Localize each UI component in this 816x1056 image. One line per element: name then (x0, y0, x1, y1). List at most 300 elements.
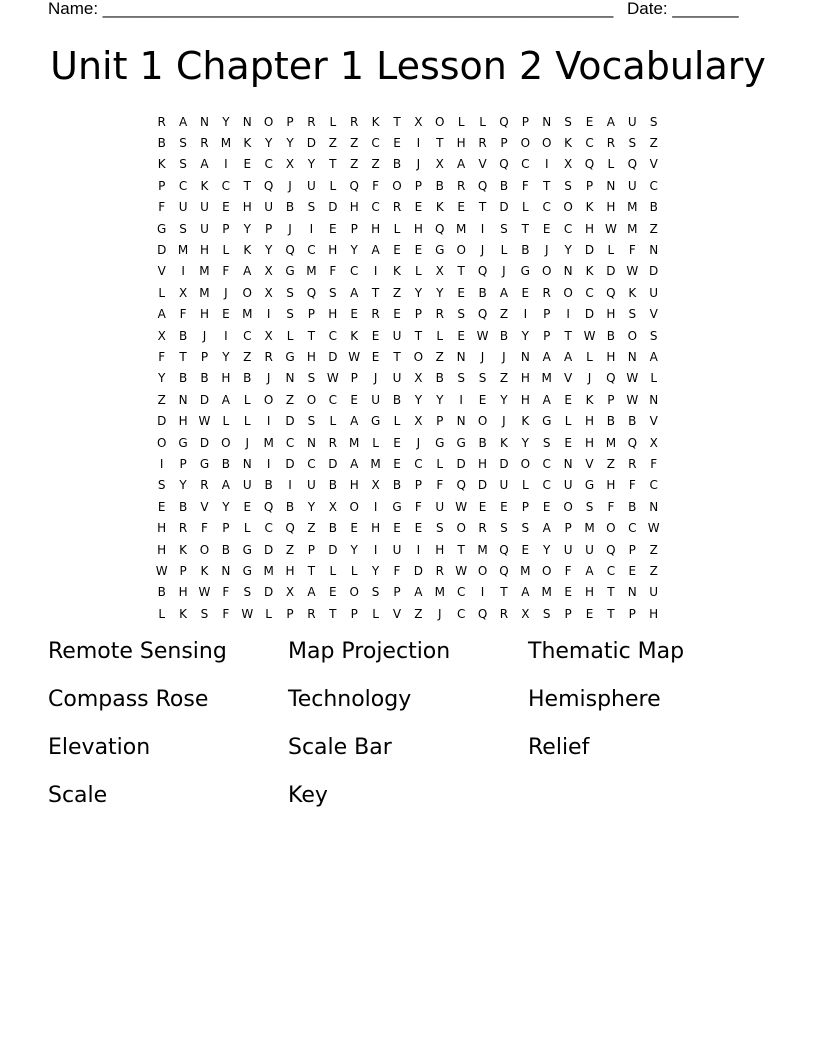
grid-letter: T (307, 563, 316, 578)
grid-letter: C (285, 435, 295, 450)
vocabulary-word: Map Projection (288, 639, 451, 664)
grid-letter: H (306, 349, 316, 364)
vocabulary-word: Thematic Map (528, 639, 685, 664)
grid-letter: Y (307, 157, 316, 172)
grid-letter: D (649, 264, 659, 279)
grid-letter: E (243, 499, 252, 514)
grid-letter: N (627, 349, 637, 364)
grid-letter: E (157, 499, 166, 514)
grid-letter: X (285, 157, 295, 172)
grid-letter: E (393, 456, 401, 471)
grid-letter: R (606, 136, 616, 151)
grid-letter: I (224, 328, 228, 343)
grid-letter: L (265, 606, 272, 621)
grid-letter: W (626, 264, 639, 279)
grid-letter: C (649, 478, 658, 493)
grid-letter: I (309, 221, 314, 236)
grid-letter: Q (499, 157, 509, 172)
grid-letter: L (329, 114, 337, 129)
grid-row (151, 475, 664, 496)
grid-letter: A (200, 157, 209, 172)
grid-letter: R (307, 606, 316, 621)
grid-letter: Q (627, 435, 638, 450)
grid-letter: Y (222, 114, 230, 129)
grid-letter: P (179, 563, 187, 578)
grid-letter: U (178, 200, 188, 215)
grid-letter: I (566, 307, 570, 322)
vocabulary-word: Scale (48, 783, 108, 808)
grid-letter: T (457, 264, 465, 279)
grid-letter: S (179, 157, 187, 172)
grid-letter: M (177, 243, 189, 258)
grid-letter: B (178, 371, 188, 386)
grid-letter: F (158, 349, 166, 364)
grid-letter: N (649, 392, 659, 407)
grid-letter: G (584, 478, 595, 493)
grid-letter: R (435, 307, 444, 322)
grid-letter: X (285, 585, 295, 600)
grid-letter: T (307, 328, 316, 343)
grid-letter: P (543, 307, 551, 322)
grid-letter: X (435, 157, 444, 172)
grid-letter: R (478, 136, 487, 151)
grid-letter: O (306, 392, 317, 407)
grid-letter: O (392, 178, 402, 193)
grid-letter: I (224, 157, 228, 172)
grid-row (151, 410, 664, 431)
grid-letter: P (286, 606, 294, 621)
grid-letter: S (243, 585, 252, 600)
grid-letter: I (266, 456, 271, 471)
grid-letter: U (435, 499, 445, 514)
grid-letter: S (371, 585, 380, 600)
name-field-label: Name: ______________________________________________________ (48, 0, 614, 18)
grid-letter: Y (158, 371, 166, 386)
grid-letter: D (157, 243, 167, 258)
grid-letter: B (521, 243, 530, 258)
grid-letter: F (393, 563, 401, 578)
grid-letter: P (628, 606, 636, 621)
grid-letter: P (307, 542, 316, 557)
grid-letter: X (414, 414, 423, 429)
grid-letter: U (392, 328, 402, 343)
grid-letter: N (221, 563, 231, 578)
grid-letter: Z (499, 307, 509, 322)
grid-letter: Z (649, 221, 658, 236)
grid-letter: O (477, 414, 488, 429)
grid-letter: B (435, 371, 444, 386)
grid-letter: U (585, 542, 594, 557)
grid-letter: M (455, 221, 467, 236)
grid-letter: L (564, 414, 572, 429)
grid-letter: P (436, 414, 444, 429)
grid-letter: E (371, 349, 380, 364)
grid-letter: X (264, 264, 273, 279)
grid-letter: N (306, 435, 316, 450)
grid-letter: P (307, 307, 316, 322)
grid-letter: B (392, 157, 402, 172)
grid-letter: C (649, 178, 658, 193)
grid-letter: R (456, 178, 466, 193)
grid-letter: W (604, 221, 617, 236)
grid-letter: Y (414, 285, 423, 300)
grid-letter: T (457, 542, 465, 557)
grid-letter: Q (477, 178, 488, 193)
grid-letter: L (286, 328, 294, 343)
grid-letter: O (563, 285, 573, 300)
grid-letter: U (649, 585, 659, 600)
grid-letter: A (585, 563, 594, 578)
grid-letter: S (179, 136, 187, 151)
grid-letter: C (307, 456, 316, 471)
grid-letter: G (242, 563, 252, 578)
grid-letter: Q (349, 178, 359, 193)
grid-letter: L (393, 221, 401, 236)
grid-letter: B (221, 542, 230, 557)
grid-letter: P (350, 371, 358, 386)
grid-letter: C (264, 521, 273, 536)
grid-letter: N (178, 392, 188, 407)
grid-letter: Z (307, 521, 316, 536)
grid-letter: R (350, 114, 359, 129)
grid-letter: M (349, 435, 360, 450)
grid-letter: X (264, 285, 273, 300)
grid-letter: H (606, 349, 616, 364)
grid-letter: L (372, 606, 379, 621)
grid-letter: V (157, 264, 166, 279)
grid-letter: A (606, 114, 615, 129)
grid-letter: L (607, 157, 615, 172)
grid-letter: E (329, 221, 337, 236)
grid-letter: F (222, 264, 230, 279)
grid-letter: J (373, 371, 378, 386)
grid-letter: H (178, 585, 188, 600)
grid-letter: E (564, 392, 572, 407)
grid-letter: C (456, 606, 466, 621)
grid-letter: X (178, 285, 188, 300)
grid-letter: K (435, 200, 444, 215)
grid-letter: O (435, 114, 445, 129)
vocabulary-word: Compass Rose (48, 687, 209, 712)
grid-letter: E (350, 392, 358, 407)
grid-letter: N (456, 414, 466, 429)
grid-letter: P (222, 521, 230, 536)
grid-letter: A (243, 264, 252, 279)
grid-letter: S (286, 307, 294, 322)
grid-letter: M (584, 521, 595, 536)
grid-letter: F (158, 200, 166, 215)
grid-letter: O (263, 392, 274, 407)
grid-letter: F (222, 606, 230, 621)
grid-letter: U (200, 200, 209, 215)
grid-letter: D (328, 200, 338, 215)
grid-letter: I (288, 478, 292, 493)
grid-letter: E (628, 563, 637, 578)
grid-letter: J (480, 243, 485, 258)
grid-letter: K (179, 606, 188, 621)
grid-letter: D (306, 136, 317, 151)
grid-letter: M (541, 371, 552, 386)
grid-letter: C (585, 136, 594, 151)
grid-letter: B (606, 414, 616, 429)
grid-letter: E (542, 221, 551, 236)
grid-letter: L (158, 606, 166, 621)
grid-letter: S (478, 371, 487, 386)
grid-letter: L (500, 243, 508, 258)
grid-letter: K (243, 243, 252, 258)
grid-letter: H (371, 221, 381, 236)
grid-letter: Z (414, 606, 423, 621)
grid-letter: G (157, 221, 167, 236)
grid-letter: I (159, 456, 164, 471)
grid-letter: S (457, 307, 465, 322)
grid-letter: W (455, 499, 468, 514)
grid-letter: N (520, 349, 530, 364)
grid-letter: S (585, 499, 594, 514)
grid-letter: V (564, 371, 573, 386)
grid-letter: M (477, 542, 488, 557)
grid-letter: L (586, 349, 593, 364)
grid-letter: F (564, 563, 572, 578)
grid-letter: X (414, 371, 423, 386)
grid-letter: M (220, 136, 232, 151)
grid-letter: P (521, 499, 529, 514)
grid-letter: L (329, 563, 337, 578)
grid-letter: W (476, 328, 489, 343)
grid-letter: G (178, 435, 188, 450)
grid-letter: V (649, 307, 658, 322)
grid-letter: T (371, 285, 380, 300)
grid-letter: U (371, 392, 380, 407)
grid-letter: G (435, 243, 445, 258)
grid-letter: E (457, 328, 465, 343)
grid-letter: L (329, 414, 337, 429)
grid-letter: Z (350, 136, 359, 151)
grid-letter: B (157, 136, 166, 151)
grid-row (151, 368, 664, 389)
grid-letter: E (222, 307, 230, 322)
grid-letter: E (414, 200, 423, 215)
grid-letter: P (607, 392, 615, 407)
grid-letter: Y (307, 499, 316, 514)
grid-letter: E (350, 307, 358, 322)
grid-letter: G (199, 456, 210, 471)
grid-letter: S (307, 371, 316, 386)
grid-letter: S (435, 521, 444, 536)
grid-letter: S (649, 328, 658, 343)
grid-letter: H (584, 435, 595, 450)
grid-letter: Q (627, 157, 638, 172)
grid-letter: P (564, 521, 572, 536)
grid-letter: M (370, 456, 381, 471)
grid-letter: X (264, 328, 273, 343)
grid-letter: D (499, 456, 509, 471)
grid-letter: Q (263, 178, 274, 193)
grid-letter: R (542, 285, 551, 300)
grid-letter: I (416, 542, 421, 557)
grid-letter: C (563, 221, 573, 236)
grid-letter: K (585, 200, 594, 215)
grid-letter: E (393, 521, 401, 536)
grid-letter: F (628, 478, 636, 493)
grid-letter: H (584, 585, 595, 600)
grid-letter: K (500, 435, 508, 450)
grid-letter: Z (285, 542, 295, 557)
word-search-grid (151, 111, 664, 624)
grid-letter: K (628, 285, 637, 300)
grid-letter: C (243, 328, 252, 343)
grid-letter: H (199, 307, 209, 322)
grid-letter: O (542, 264, 552, 279)
grid-letter: X (649, 435, 658, 450)
grid-letter: E (521, 285, 530, 300)
grid-letter: O (242, 285, 252, 300)
grid-letter: P (414, 178, 422, 193)
grid-letter: B (435, 178, 444, 193)
grid-letter: J (502, 264, 506, 279)
grid-letter: B (200, 371, 209, 386)
grid-letter: H (606, 478, 616, 493)
grid-letter: A (542, 392, 551, 407)
grid-letter: S (179, 221, 187, 236)
grid-row (151, 603, 664, 624)
grid-letter: L (521, 478, 529, 493)
grid-letter: P (628, 542, 636, 557)
grid-row (151, 389, 664, 410)
grid-letter: R (178, 521, 188, 536)
grid-letter: O (199, 542, 210, 557)
grid-letter: B (499, 328, 509, 343)
grid-letter: L (243, 392, 251, 407)
vocabulary-word: Relief (528, 735, 590, 760)
grid-letter: A (414, 585, 423, 600)
grid-letter: X (328, 499, 337, 514)
grid-letter: E (564, 585, 572, 600)
grid-letter: A (221, 392, 230, 407)
grid-letter: L (650, 371, 658, 386)
grid-letter: Z (392, 285, 402, 300)
grid-letter: O (413, 349, 424, 364)
vocabulary-word: Remote Sensing (48, 639, 227, 664)
grid-letter: H (456, 136, 466, 151)
grid-letter: Z (435, 349, 444, 364)
grid-letter: A (521, 585, 530, 600)
grid-letter: M (541, 585, 552, 600)
grid-letter: Z (328, 136, 337, 151)
grid-letter: J (416, 157, 421, 172)
grid-letter: T (543, 178, 551, 193)
grid-letter: D (477, 478, 488, 493)
grid-letter: J (245, 435, 250, 450)
grid-letter: R (499, 606, 509, 621)
grid-letter: D (456, 456, 466, 471)
grid-letter: B (243, 371, 252, 386)
grid-letter: G (542, 414, 552, 429)
grid-letter: F (222, 585, 230, 600)
grid-letter: W (198, 414, 211, 429)
grid-letter: W (626, 371, 639, 386)
grid-letter: L (158, 285, 166, 300)
grid-letter: E (478, 392, 487, 407)
grid-letter: M (627, 221, 638, 236)
grid-letter: O (156, 435, 167, 450)
grid-letter: S (628, 307, 637, 322)
grid-letter: S (500, 521, 508, 536)
grid-letter: Q (477, 264, 488, 279)
grid-letter: H (199, 243, 209, 258)
grid-letter: T (243, 178, 251, 193)
grid-letter: W (348, 349, 361, 364)
grid-letter: H (157, 542, 167, 557)
grid-letter: H (413, 221, 423, 236)
grid-letter: P (414, 478, 422, 493)
grid-letter: V (649, 157, 658, 172)
grid-letter: G (392, 499, 402, 514)
grid-row (151, 432, 664, 453)
grid-letter: A (542, 349, 551, 364)
grid-letter: L (222, 414, 230, 429)
grid-letter: J (587, 371, 592, 386)
grid-letter: Q (477, 606, 488, 621)
grid-letter: M (263, 563, 274, 578)
grid-letter: M (627, 200, 638, 215)
grid-letter: U (264, 200, 274, 215)
grid-letter: Z (649, 136, 658, 151)
grid-letter: B (328, 478, 337, 493)
grid-letter: T (478, 200, 487, 215)
grid-letter: D (328, 542, 338, 557)
grid-letter: L (243, 521, 251, 536)
grid-letter: B (392, 392, 402, 407)
grid-letter: D (199, 435, 210, 450)
grid-letter: Y (543, 542, 551, 557)
grid-letter: H (371, 521, 381, 536)
grid-letter: H (221, 371, 231, 386)
grid-letter: L (607, 243, 615, 258)
grid-row (151, 154, 664, 175)
grid-letter: K (157, 157, 166, 172)
grid-letter: R (392, 200, 402, 215)
grid-letter: W (626, 392, 639, 407)
grid-letter: I (373, 499, 378, 514)
grid-letter: B (264, 478, 273, 493)
grid-letter: Z (649, 563, 658, 578)
grid-letter: T (607, 606, 615, 621)
grid-letter: S (542, 435, 551, 450)
grid-letter: Y (350, 542, 358, 557)
grid-letter: Y (564, 243, 572, 258)
grid-letter: D (606, 264, 616, 279)
grid-letter: U (392, 542, 402, 557)
grid-letter: L (350, 563, 358, 578)
grid-letter: U (200, 221, 209, 236)
grid-letter: Q (285, 243, 295, 258)
grid-letter: D (264, 585, 274, 600)
grid-letter: R (157, 114, 166, 129)
grid-letter: W (155, 563, 168, 578)
grid-letter: D (328, 349, 338, 364)
grid-letter: K (243, 136, 252, 151)
grid-letter: I (266, 414, 271, 429)
grid-letter: S (286, 285, 294, 300)
grid-letter: E (457, 285, 465, 300)
grid-letter: X (414, 114, 423, 129)
grid-letter: E (393, 435, 401, 450)
grid-letter: R (371, 307, 380, 322)
grid-row (151, 304, 664, 325)
grid-letter: W (647, 521, 660, 536)
grid-letter: D (285, 456, 295, 471)
